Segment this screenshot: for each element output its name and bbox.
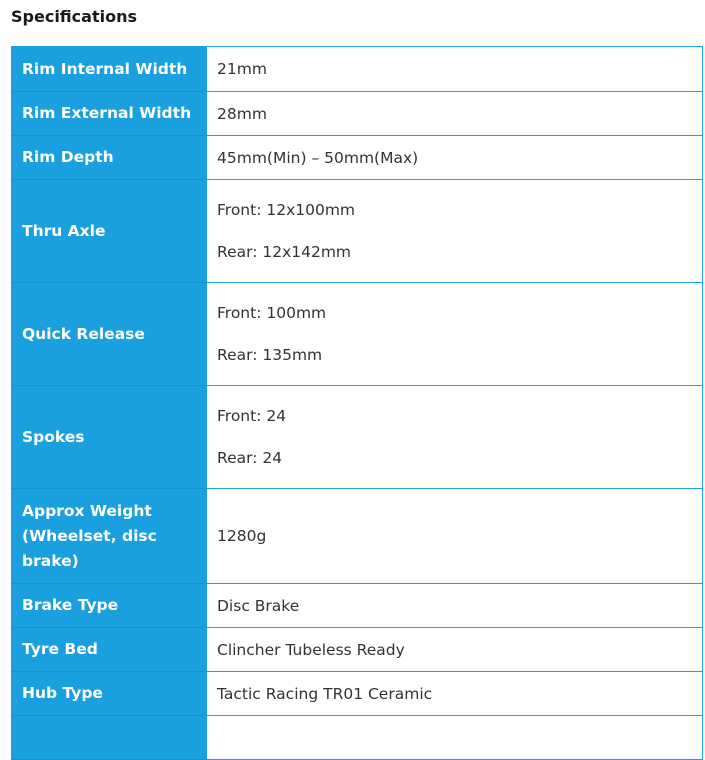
spec-label: Tyre Bed [12,628,207,672]
table-row [12,180,703,283]
table-row [12,628,703,672]
spec-value: Tactic Racing TR01 Ceramic [207,672,703,716]
table-row [12,584,703,628]
spec-label: Approx Weight (Wheelset, disc brake) [12,489,207,584]
table-row [12,92,703,136]
spec-value-line: Rear: 12x142mm [217,243,352,261]
table-row [12,716,703,760]
table-row [12,672,703,716]
spec-value [207,283,703,386]
spec-value: 1280g [207,489,703,584]
spec-value: 45mm(Min) – 50mm(Max) [207,136,703,180]
spec-value [207,386,703,489]
spec-label: Rim External Width [12,92,207,136]
page-title: Specifications [11,7,137,26]
spec-value-line: Front: 12x100mm [217,201,356,219]
spec-value [207,180,703,283]
spec-value: 28mm [207,92,703,136]
spec-value: Clincher Tubeless Ready [207,628,703,672]
spec-label: Rim Internal Width [12,47,207,92]
spec-label [12,716,207,760]
table-row [12,47,703,92]
spec-label: Spokes [12,386,207,489]
table-row [12,283,703,386]
spec-value-line: Front: 24 [217,407,287,425]
spec-value: Disc Brake [207,584,703,628]
table-row [12,136,703,180]
spec-value-line: Front: 100mm [217,304,327,322]
specifications-table [11,46,703,760]
spec-label: Brake Type [12,584,207,628]
spec-value-line: Rear: 24 [217,449,283,467]
spec-label: Thru Axle [12,180,207,283]
table-row [12,489,703,584]
table-row [12,386,703,489]
spec-value [207,716,703,760]
spec-value-line: Rear: 135mm [217,346,323,364]
spec-label: Quick Release [12,283,207,386]
spec-label: Rim Depth [12,136,207,180]
spec-value: 21mm [207,47,703,92]
spec-label: Hub Type [12,672,207,716]
